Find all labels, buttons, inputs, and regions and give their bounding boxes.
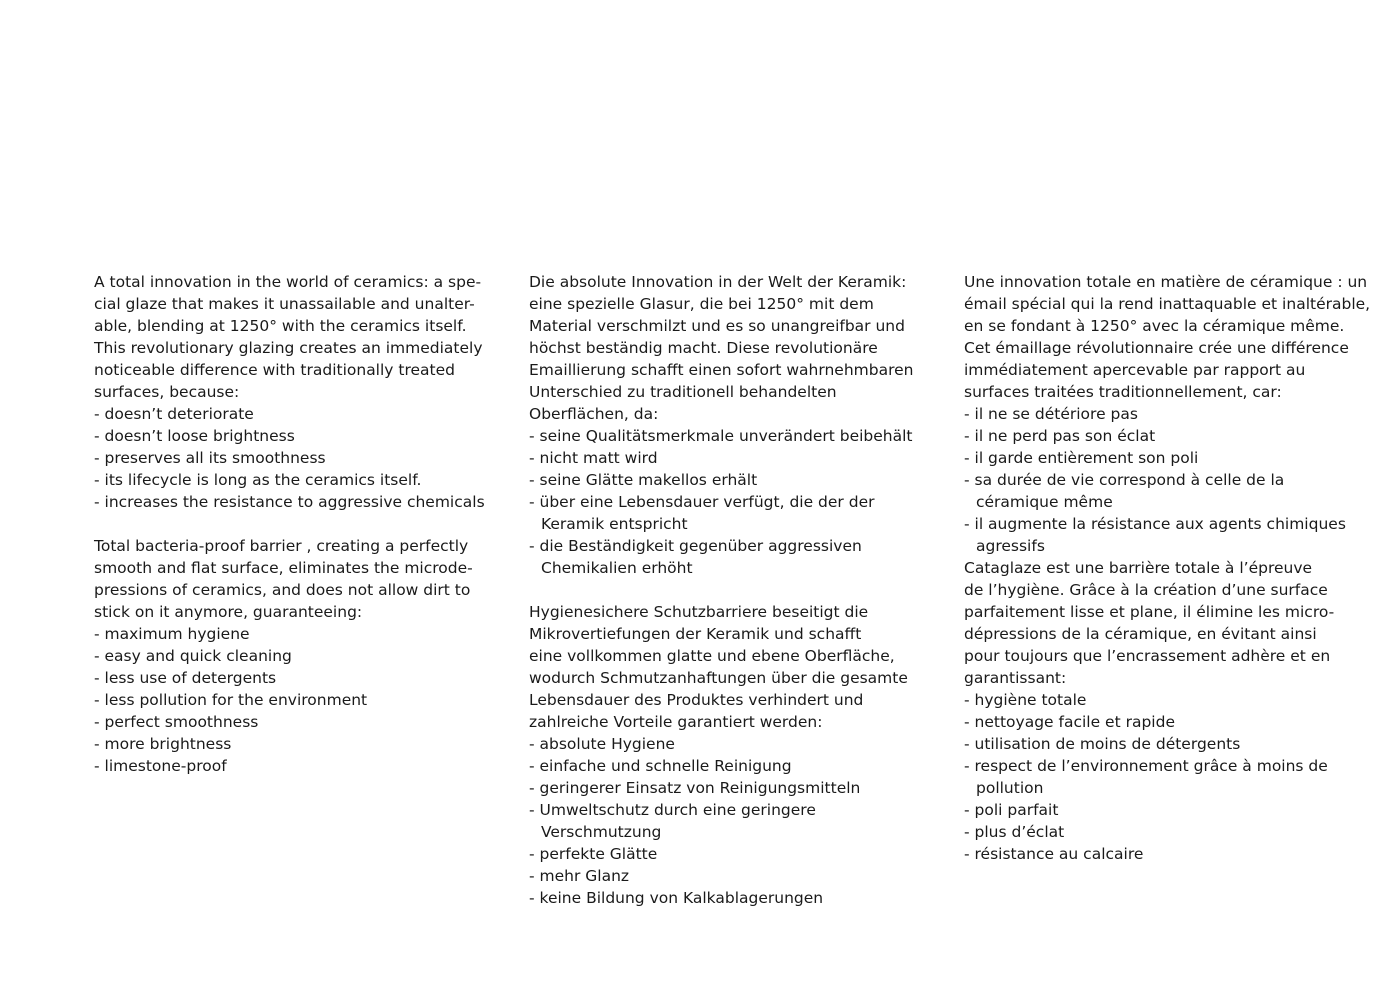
text-line: A total innovation in the world of ceramics: a spe- (94, 273, 482, 291)
text-line: Chemikalien erhöht (541, 559, 693, 577)
text-line: immédiatement apercevable par rapport au (964, 361, 1306, 379)
text-line: able, blending at 1250° with the ceramics itself. (94, 317, 467, 335)
text-line: pollution (976, 779, 1044, 797)
text-line: - preserves all its smoothness (94, 449, 326, 467)
text-line: de l’hygiène. Grâce à la création d’une surface (964, 581, 1328, 599)
text-line: - its lifecycle is long as the ceramics itself. (94, 471, 422, 489)
text-line: Oberflächen, da: (529, 405, 659, 423)
text-line: pressions of ceramics, and does not allow dirt to (94, 581, 471, 599)
text-line: - il augmente la résistance aux agents chimiques (964, 515, 1346, 533)
text-line: - doesn’t loose brightness (94, 427, 295, 445)
text-line: - il ne perd pas son éclat (964, 427, 1156, 445)
text-line: Mikrovertiefungen der Keramik und schafft (529, 625, 862, 643)
text-line: - absolute Hygiene (529, 735, 675, 753)
text-line: - less pollution for the environment (94, 691, 368, 709)
text-line: - hygiène totale (964, 691, 1087, 709)
text-line: - respect de l’environnement grâce à moins de (964, 757, 1328, 775)
paragraph-spacer (529, 579, 929, 601)
text-line: eine vollkommen glatte und ebene Oberfläche, (529, 647, 895, 665)
text-line: Material verschmilzt und es so unangreifbar und (529, 317, 905, 335)
text-line: Keramik entspricht (541, 515, 688, 533)
text-line: Total bacteria-proof barrier , creating a perfectly (94, 537, 469, 555)
text-line: - il garde entièrement son poli (964, 449, 1199, 467)
text-line: This revolutionary glazing creates an immediately (94, 339, 483, 357)
text-line: smooth and flat surface, eliminates the microde- (94, 559, 473, 577)
german-text-column (529, 271, 929, 909)
text-line: - less use of detergents (94, 669, 277, 687)
text-line: dépressions de la céramique, en évitant ainsi (964, 625, 1317, 643)
text-line: Die absolute Innovation in der Welt der Keramik: (529, 273, 907, 291)
text-line: Lebensdauer des Produktes verhindert und (529, 691, 864, 709)
text-line: - il ne se détériore pas (964, 405, 1138, 423)
text-line: - doesn’t deteriorate (94, 405, 254, 423)
text-line: Cet émaillage révolutionnaire crée une différence (964, 339, 1349, 357)
text-line: Une innovation totale en matière de céramique : un (964, 273, 1368, 291)
text-line: céramique même (976, 493, 1113, 511)
text-line: - keine Bildung von Kalkablagerungen (529, 889, 824, 907)
english-text-column (94, 271, 494, 777)
text-line: höchst beständig macht. Diese revolutionäre (529, 339, 878, 357)
text-line: surfaces, because: (94, 383, 240, 401)
text-line: Unterschied zu traditionell behandelten (529, 383, 837, 401)
text-line: parfaitement lisse et plane, il élimine les micro- (964, 603, 1335, 621)
text-line: - über eine Lebensdauer verfügt, die der der (529, 493, 875, 511)
text-line: cial glaze that makes it unassailable and unalter- (94, 295, 475, 313)
text-line: Emaillierung schafft einen sofort wahrnehmbaren (529, 361, 914, 379)
text-line: surfaces traitées traditionnellement, car: (964, 383, 1282, 401)
text-line: - utilisation de moins de détergents (964, 735, 1241, 753)
french-text-column (964, 271, 1374, 865)
text-line: stick on it anymore, guaranteeing: (94, 603, 363, 621)
text-line: - nettoyage facile et rapide (964, 713, 1175, 731)
text-line: émail spécial qui la rend inattaquable et inaltérable, (964, 295, 1371, 313)
text-line: - easy and quick cleaning (94, 647, 292, 665)
text-line: garantissant: (964, 669, 1067, 687)
text-line: - seine Qualitätsmerkmale unverändert beibehält (529, 427, 913, 445)
text-line: - plus d’éclat (964, 823, 1065, 841)
text-line: - perfekte Glätte (529, 845, 658, 863)
text-line: - einfache und schnelle Reinigung (529, 757, 792, 775)
text-line: zahlreiche Vorteile garantiert werden: (529, 713, 823, 731)
text-line: noticeable difference with traditionally treated (94, 361, 455, 379)
text-line: - perfect smoothness (94, 713, 259, 731)
text-line: pour toujours que l’encrassement adhère et en (964, 647, 1331, 665)
text-line: agressifs (976, 537, 1045, 555)
text-line: en se fondant à 1250° avec la céramique même. (964, 317, 1345, 335)
text-line: - seine Glätte makellos erhält (529, 471, 758, 489)
text-line: - nicht matt wird (529, 449, 658, 467)
text-line: wodurch Schmutzanhaftungen über die gesamte (529, 669, 908, 687)
text-line: - die Beständigkeit gegenüber aggressiven (529, 537, 862, 555)
text-line: - poli parfait (964, 801, 1059, 819)
text-line: - increases the resistance to aggressive chemicals (94, 493, 485, 511)
text-line: Verschmutzung (541, 823, 662, 841)
text-line: - more brightness (94, 735, 232, 753)
text-line: - mehr Glanz (529, 867, 630, 885)
text-line: - limestone-proof (94, 757, 227, 775)
text-line: eine spezielle Glasur, die bei 1250° mit dem (529, 295, 874, 313)
text-line: - Umweltschutz durch eine geringere (529, 801, 816, 819)
paragraph-spacer (94, 513, 494, 535)
text-line: - maximum hygiene (94, 625, 250, 643)
text-line: - geringerer Einsatz von Reinigungsmitteln (529, 779, 861, 797)
text-line: - résistance au calcaire (964, 845, 1144, 863)
text-line: - sa durée de vie correspond à celle de la (964, 471, 1285, 489)
text-line: Hygienesichere Schutzbarriere beseitigt die (529, 603, 869, 621)
text-line: Cataglaze est une barrière totale à l’épreuve (964, 559, 1313, 577)
